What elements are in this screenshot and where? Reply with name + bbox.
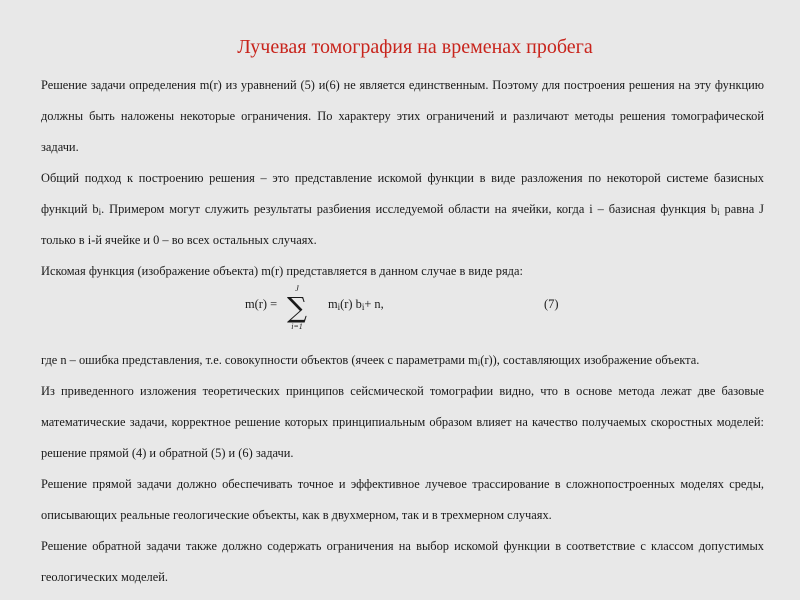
- sum-upper-limit: J: [295, 284, 299, 293]
- paragraph-2-sub-b: i: [717, 207, 720, 217]
- paragraph-3: Искомая функция (изображение объекта) m(r) представляется в данном случае в виде ряда:: [41, 264, 523, 278]
- paragraph-4: [41, 345, 764, 376]
- slide-title: Лучевая томография на временах пробега: [237, 36, 593, 58]
- paragraph-6: Решение прямой задачи должно обеспечивать точное и эффективное лучевое трассирование в сложнопостроенных моделях среды, описывающих реальные геологические объекты, как в двухмерном, так и в трехмерном случаях.: [41, 477, 764, 522]
- formula-rhs-b: (r) b: [340, 297, 362, 311]
- paragraph-2-text-b: . Примером могут служить результаты разбиения исследуемой области на ячейки, когда i – базисная функция b: [101, 202, 718, 216]
- summation: [286, 285, 308, 331]
- paragraph-4-text-a: где n – ошибка представления, т.е. совокупности объектов (ячеек с параметрами m: [41, 353, 478, 367]
- paragraph-4-sub: i: [477, 358, 481, 368]
- paragraph-2: [41, 163, 764, 256]
- paragraph-5: Из приведенного изложения теоретических принципов сейсмической томографии видно, что в основе метода лежат две базовые математические задачи, корректное решение которых принципиальным образом влияет на качество получаемых скоростных моделей: решение прямой (4) и обратной (5) и (6) задачи.: [41, 384, 764, 460]
- formula-rhs-c: + n,: [364, 297, 384, 311]
- sigma-icon: ∑: [287, 291, 307, 324]
- formula-lhs: m(r) =: [245, 297, 278, 311]
- formula-rhs-a-sub: i: [337, 302, 341, 312]
- paragraph-7: Решение обратной задачи также должно содержать ограничения на выбор искомой функции в соответствие с классом допустимых геологических моделей.: [41, 539, 764, 584]
- formula-rhs-b-sub: i: [361, 302, 365, 312]
- formula-rhs-a: m: [328, 297, 338, 311]
- paragraph-2-text-a: Общий подход к построению решения – это представление искомой функции в виде разложения по некоторой системе базисных функций b: [41, 171, 764, 216]
- sum-lower-limit: i=1: [291, 322, 303, 331]
- formula-number: (7): [544, 297, 559, 311]
- formula-7: [41, 285, 764, 343]
- paragraph-2-text-c: равна J только в i-й ячейке и 0 – во всех остальных случаях.: [41, 202, 764, 247]
- paragraph-2-sub-a: i: [98, 207, 102, 217]
- paragraph-1: Решение задачи определения m(r) из уравнений (5) и(6) не является единственным. Поэтому для построения решения на эту функцию должны быть наложены некоторые ограничения. По характеру этих ограничений и различают методы решения томографической задачи.: [41, 78, 764, 154]
- formula-rhs: [328, 296, 384, 312]
- paragraph-4-text-b: (r)), составляющих изображение объекта.: [480, 353, 700, 367]
- slide-body: [41, 70, 764, 593]
